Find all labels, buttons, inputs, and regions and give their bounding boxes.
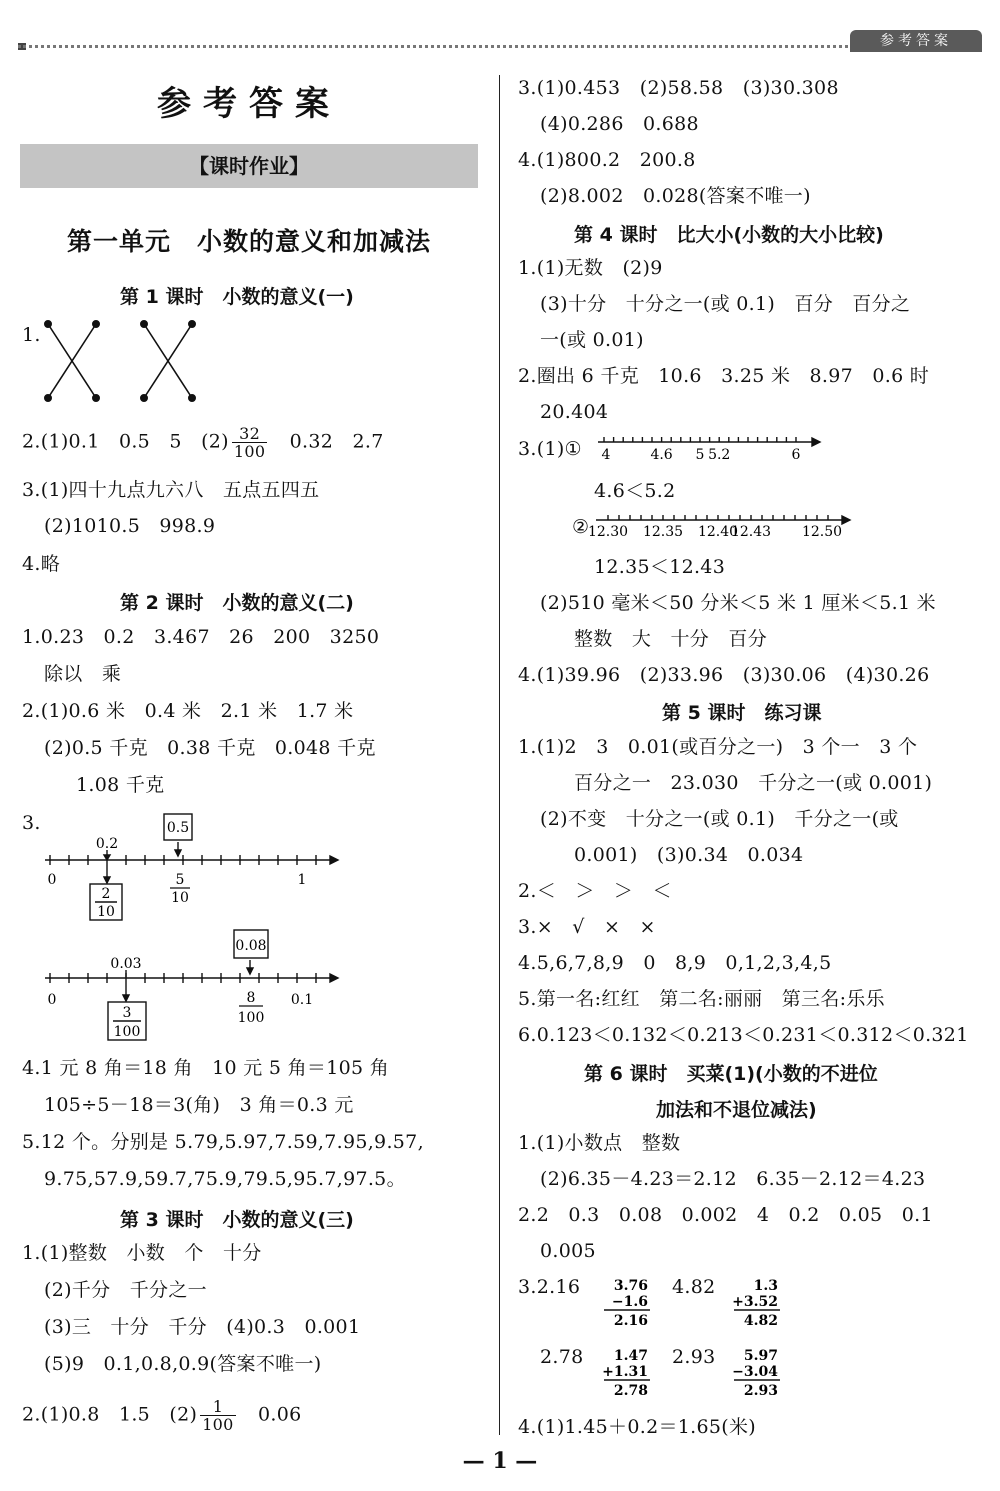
l6-q1-line2: (2)6.35－4.23＝2.12 6.35－2.12＝4.23 bbox=[540, 1168, 926, 1190]
tick-label-start: 0 bbox=[47, 872, 57, 888]
l4-q2-line1: 2.圈出 6 千克 10.6 3.25 米 8.97 0.6 时 bbox=[518, 365, 930, 387]
l4-q3-lead: 3.(1)① bbox=[518, 438, 582, 460]
l5-q1-line2: 百分之一 23.030 千分之一(或 0.001) bbox=[574, 772, 933, 794]
l5-q2: 2.＜ ＞ ＞ ＜ bbox=[518, 880, 672, 902]
axis-arrow bbox=[330, 974, 338, 982]
l1-q2-text-a: 2.(1)0.1 0.5 5 (2) bbox=[22, 430, 229, 453]
mid-fraction-den: 100 bbox=[237, 1010, 265, 1026]
l2-q5-line1: 5.12 个。分别是 5.79,5.97,7.59,7.95,9.57, bbox=[22, 1131, 424, 1153]
l2-q4-line1: 4.1 元 8 角＝18 角 10 元 5 角＝105 角 bbox=[22, 1057, 390, 1079]
match-dot bbox=[189, 321, 195, 327]
box-fraction-num: 2 bbox=[101, 886, 111, 902]
mid-fraction-den: 10 bbox=[171, 890, 189, 906]
unit-title: 第一单元 小数的意义和加减法 bbox=[66, 227, 431, 256]
l2-q3-number: 3. bbox=[22, 812, 41, 834]
operand-1: 3.76 bbox=[613, 1278, 648, 1294]
tick-label: 6 bbox=[791, 447, 801, 463]
tick-label: 5.2 bbox=[708, 447, 731, 463]
lesson-6-title-line1: 第 6 课时 买菜(1)(小数的不进位 bbox=[584, 1063, 878, 1085]
l1-q3-line2: (2)1010.5 998.9 bbox=[44, 515, 216, 537]
l4-q3-part2-line1: (2)510 毫米＜50 分米＜5 米 1 厘米＜5.1 米 bbox=[540, 592, 936, 614]
result: 2.78 bbox=[613, 1383, 648, 1399]
operand-1: 5.97 bbox=[743, 1348, 778, 1364]
result: 2.16 bbox=[613, 1313, 648, 1329]
l4-q1-line3: 一(或 0.01) bbox=[540, 329, 644, 351]
l4-q1-line2: (3)十分 十分之一(或 0.1) 百分 百分之 bbox=[540, 293, 911, 315]
box-fraction-den: 10 bbox=[97, 904, 115, 920]
l6-q4: 4.(1)1.45＋0.2＝1.65(米) bbox=[518, 1416, 756, 1438]
tick-label: 12.30 bbox=[587, 524, 629, 540]
number-line-tenths bbox=[40, 810, 340, 925]
tick-label: 4 bbox=[601, 447, 611, 463]
operand-1: 1.3 bbox=[753, 1278, 778, 1294]
l6-q3-answer-d: 2.93 bbox=[672, 1346, 716, 1368]
tick-label: 12.35 bbox=[642, 524, 684, 540]
number-line-4-to-6 bbox=[592, 428, 822, 466]
l2-q4-line2: 105÷5－18＝3(角) 3 角＝0.3 元 bbox=[44, 1094, 354, 1116]
l4-q3-compare-1: 4.6＜5.2 bbox=[594, 480, 676, 502]
l5-q4: 4.5,6,7,8,9 0 8,9 0,1,2,3,4,5 bbox=[518, 952, 832, 974]
lesson-4-title: 第 4 课时 比大小(小数的大小比较) bbox=[574, 224, 884, 246]
l6-q3-answer-c: 2.78 bbox=[540, 1346, 584, 1368]
lesson-6-title-line2: 加法和不退位减法) bbox=[656, 1099, 817, 1121]
match-dot bbox=[141, 321, 147, 327]
r-q3-line2: (4)0.286 0.688 bbox=[540, 113, 699, 135]
number-line-12.30-to-12.50 bbox=[587, 506, 852, 546]
header-dotted-rule bbox=[18, 45, 848, 48]
l1-q2 bbox=[22, 425, 384, 460]
lesson-3-title: 第 3 课时 小数的意义(三) bbox=[120, 1209, 354, 1231]
lesson-1-title: 第 1 课时 小数的意义(一) bbox=[120, 286, 354, 308]
lesson-5-title: 第 5 课时 练习课 bbox=[662, 702, 822, 724]
matching-lines-figure bbox=[38, 316, 203, 406]
result: 2.93 bbox=[743, 1383, 778, 1399]
l3-q1-line4: (5)9 0.1,0.8,0.9(答案不唯一) bbox=[44, 1353, 322, 1375]
l3-q1-line3: (3)三 十分 千分 (4)0.3 0.001 bbox=[44, 1316, 361, 1338]
tick-label: 4.6 bbox=[650, 447, 673, 463]
tick-label-start: 0 bbox=[47, 992, 57, 1008]
axis-arrow bbox=[842, 516, 850, 524]
lesson-2-title: 第 2 课时 小数的意义(二) bbox=[120, 592, 354, 614]
r-q4-line2: (2)8.002 0.028(答案不唯一) bbox=[540, 185, 811, 207]
vertical-addition-1 bbox=[730, 1276, 790, 1332]
operand-2: −3.04 bbox=[732, 1364, 778, 1380]
l4-q3-compare-2: 12.35＜12.43 bbox=[594, 556, 726, 578]
match-dot bbox=[93, 395, 99, 401]
r-q3-line1: 3.(1)0.453 (2)58.58 (3)30.308 bbox=[518, 77, 839, 99]
l4-q4: 4.(1)39.96 (2)33.96 (3)30.06 (4)30.26 bbox=[518, 664, 930, 686]
l1-q4: 4.略 bbox=[22, 553, 61, 575]
tick-label-end: 1 bbox=[297, 872, 307, 888]
l1-q1-number: 1. bbox=[22, 324, 41, 346]
match-dot bbox=[189, 395, 195, 401]
l3-q2 bbox=[22, 1398, 301, 1433]
l4-q2-line2: 20.404 bbox=[540, 401, 609, 423]
tick-label: 12.40 bbox=[697, 524, 739, 540]
l3-q2-text-a: 2.(1)0.8 1.5 (2) bbox=[22, 1403, 198, 1426]
vertical-addition-2 bbox=[600, 1346, 660, 1402]
fraction bbox=[200, 1398, 235, 1433]
box-fraction-num: 3 bbox=[122, 1005, 132, 1021]
l5-q1-line3: (2)不变 十分之一(或 0.1) 千分之一(或 bbox=[540, 808, 899, 830]
l5-q3: 3.× √ × × bbox=[518, 916, 656, 938]
tick-label-end: 0.1 bbox=[290, 992, 314, 1008]
result: 4.82 bbox=[743, 1313, 778, 1329]
tick-label: 12.50 bbox=[801, 524, 843, 540]
operand-2: +1.31 bbox=[602, 1364, 648, 1380]
l5-q1-line4: 0.001) (3)0.34 0.034 bbox=[574, 844, 804, 866]
fraction bbox=[232, 425, 267, 460]
l4-q1-line1: 1.(1)无数 (2)9 bbox=[518, 257, 663, 279]
l6-q3-answer-b: 4.82 bbox=[672, 1276, 716, 1298]
l3-q2-text-b: 0.06 bbox=[257, 1403, 302, 1426]
l2-q2-line1: 2.(1)0.6 米 0.4 米 2.1 米 1.7 米 bbox=[22, 700, 354, 722]
l6-q2-line1: 2.2 0.3 0.08 0.002 4 0.2 0.05 0.1 bbox=[518, 1204, 933, 1226]
page-title: 参考答案 bbox=[157, 84, 341, 124]
l5-q1-line1: 1.(1)2 3 0.01(或百分之一) 3 个一 3 个 bbox=[518, 736, 918, 758]
section-heading: 【课时作业】 bbox=[20, 144, 478, 188]
l4-q3-circle-2: ② bbox=[572, 516, 590, 538]
box-fraction-den: 100 bbox=[113, 1024, 141, 1040]
number-line-hundredths bbox=[40, 928, 340, 1046]
column-divider bbox=[499, 75, 500, 1435]
l2-q2-line2: (2)0.5 千克 0.38 千克 0.048 千克 bbox=[44, 737, 376, 759]
match-dot bbox=[45, 321, 51, 327]
mid-fraction-num: 5 bbox=[175, 872, 185, 888]
axis-arrow bbox=[330, 856, 338, 864]
box-top-label: 0.08 bbox=[235, 938, 267, 954]
page-number: — 1 — bbox=[462, 1448, 538, 1474]
l5-q6: 6.0.123＜0.132＜0.213＜0.231＜0.312＜0.321 bbox=[518, 1024, 969, 1046]
tick-label: 12.43 bbox=[730, 524, 772, 540]
operand-1: 1.47 bbox=[613, 1348, 648, 1364]
fraction-numerator: 1 bbox=[200, 1398, 235, 1416]
label-top: 0.03 bbox=[110, 956, 142, 972]
label-top: 0.2 bbox=[95, 836, 119, 852]
l1-q2-text-b: 0.32 2.7 bbox=[289, 430, 384, 453]
l6-q1-line1: 1.(1)小数点 整数 bbox=[518, 1132, 681, 1154]
l6-q3-answer-a: 3.2.16 bbox=[518, 1276, 581, 1298]
l2-q2-line3: 1.08 千克 bbox=[76, 774, 165, 796]
fraction-denominator: 100 bbox=[202, 1415, 234, 1434]
l3-q1-line2: (2)千分 千分之一 bbox=[44, 1279, 207, 1301]
header-tab: 参考答案 bbox=[850, 30, 982, 52]
l2-q1-line1: 1.0.23 0.2 3.467 26 200 3250 bbox=[22, 626, 380, 648]
box-top-label: 0.5 bbox=[166, 820, 190, 836]
l5-q5: 5.第一名:红红 第二名:丽丽 第三名:乐乐 bbox=[518, 988, 885, 1010]
match-dot bbox=[93, 321, 99, 327]
fraction-denominator: 100 bbox=[233, 442, 266, 461]
l2-q5-line2: 9.75,57.9,59.7,75.9,79.5,95.7,97.5。 bbox=[44, 1168, 406, 1190]
l3-q1-line1: 1.(1)整数 小数 个 十分 bbox=[22, 1242, 262, 1264]
l6-q2-line2: 0.005 bbox=[540, 1240, 596, 1262]
match-dot bbox=[45, 395, 51, 401]
vertical-subtraction-2 bbox=[730, 1346, 790, 1402]
l4-q3-part2-line2: 整数 大 十分 百分 bbox=[574, 628, 768, 650]
mid-fraction-num: 8 bbox=[246, 990, 256, 1006]
l1-q3-line1: 3.(1)四十九点九六八 五点五四五 bbox=[22, 479, 320, 501]
l2-q1-line2: 除以 乘 bbox=[44, 663, 122, 685]
operand-2: +3.52 bbox=[732, 1294, 778, 1310]
match-dot bbox=[141, 395, 147, 401]
operand-2: −1.6 bbox=[611, 1294, 648, 1310]
axis-arrow bbox=[812, 438, 820, 446]
fraction-numerator: 32 bbox=[232, 425, 267, 443]
r-q4-line1: 4.(1)800.2 200.8 bbox=[518, 149, 696, 171]
vertical-subtraction-1 bbox=[600, 1276, 660, 1332]
tick-label: 5 bbox=[695, 447, 705, 463]
